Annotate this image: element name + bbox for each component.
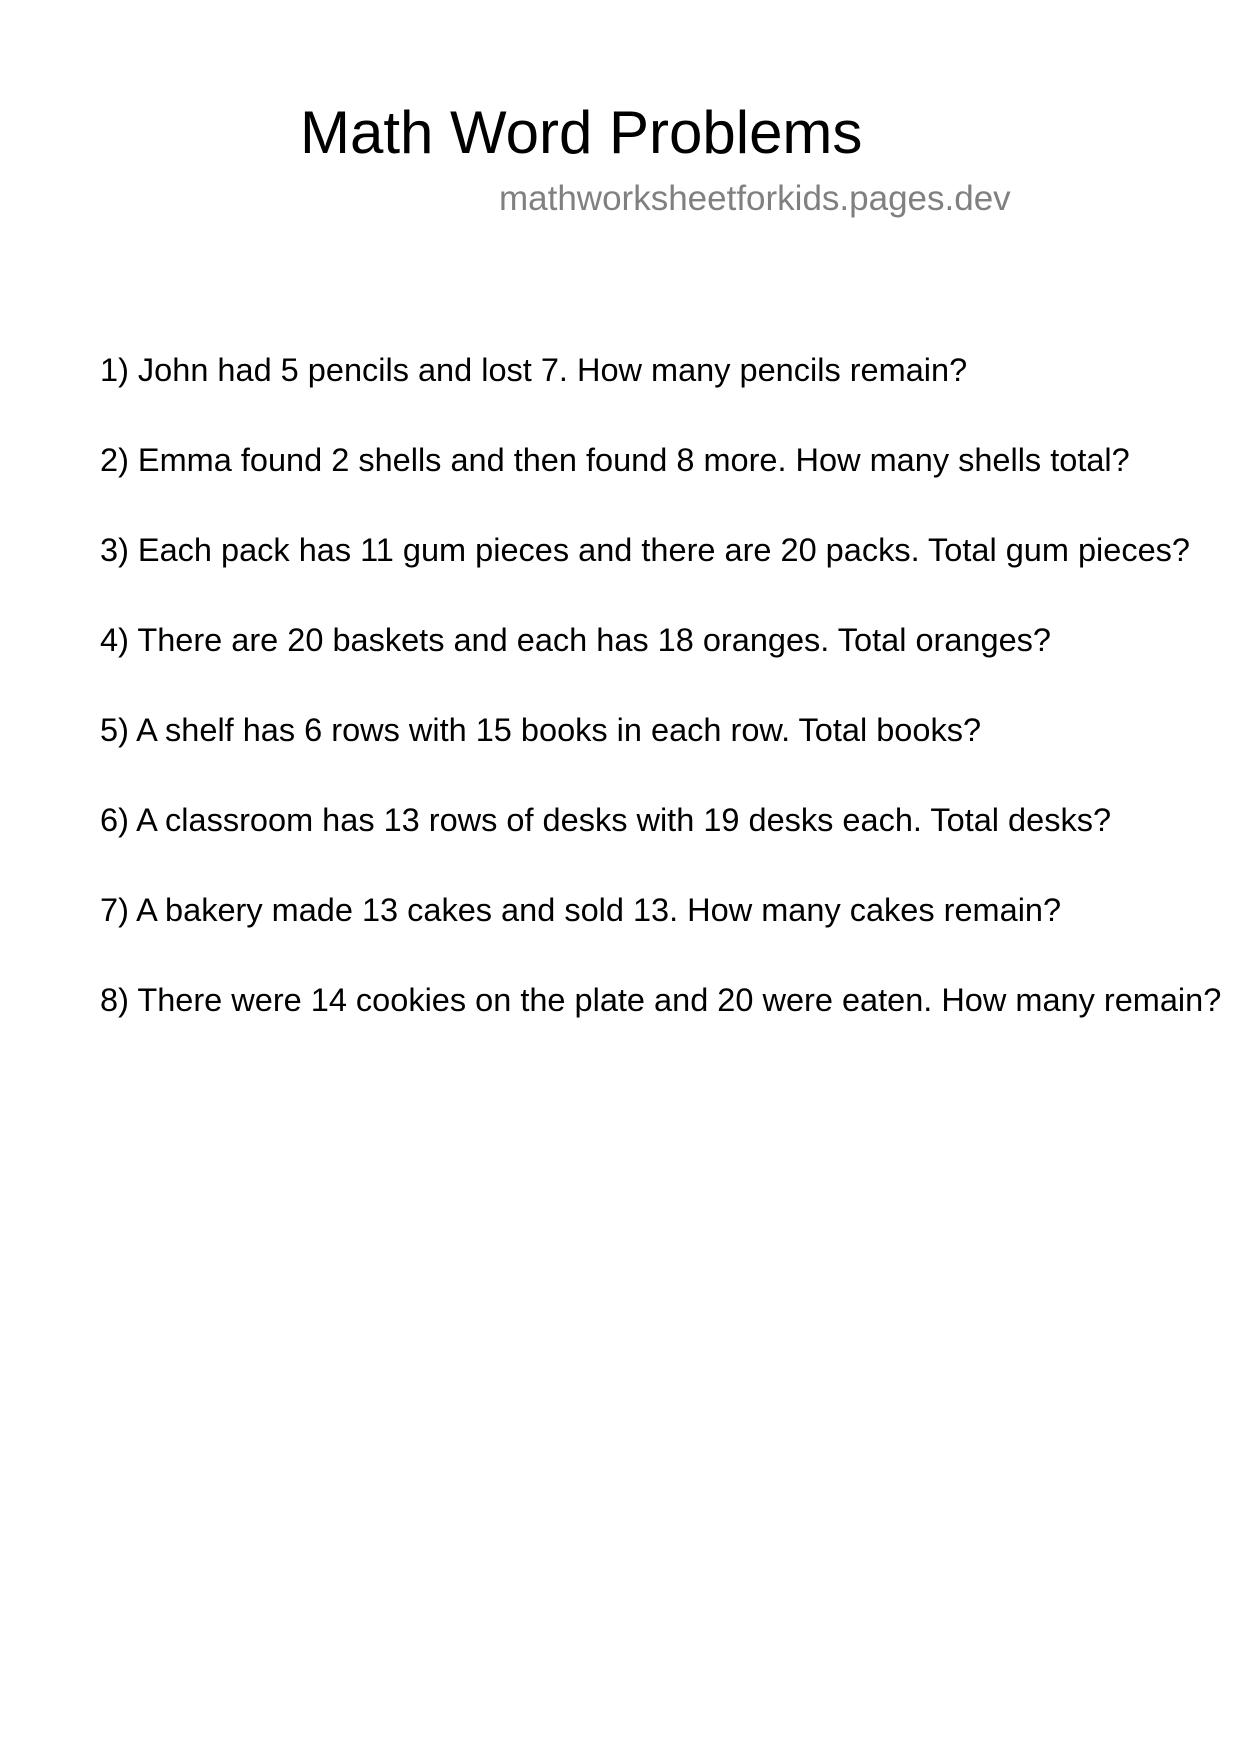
problem-3: 3) Each pack has 11 gum pieces and there are 20 packs. Total gum pieces? [100,532,1191,568]
problem-7: 7) A bakery made 13 cakes and sold 13. How many cakes remain? [100,892,1062,928]
problem-4: 4) There are 20 baskets and each has 18 oranges. Total oranges? [100,622,1051,658]
site-url: mathworksheetforkids.pages.dev [499,179,1011,218]
problem-2: 2) Emma found 2 shells and then found 8 more. How many shells total? [100,442,1130,478]
problem-1: 1) John had 5 pencils and lost 7. How many pencils remain? [100,352,968,388]
problem-6: 6) A classroom has 13 rows of desks with 19 desks each. Total desks? [100,802,1112,838]
page-title: Math Word Problems [300,99,863,166]
problem-5: 5) A shelf has 6 rows with 15 books in each row. Total books? [100,712,982,748]
problem-list [100,350,1240,1070]
problem-8: 8) There were 14 cookies on the plate and 20 were eaten. How many remain? [100,982,1222,1018]
